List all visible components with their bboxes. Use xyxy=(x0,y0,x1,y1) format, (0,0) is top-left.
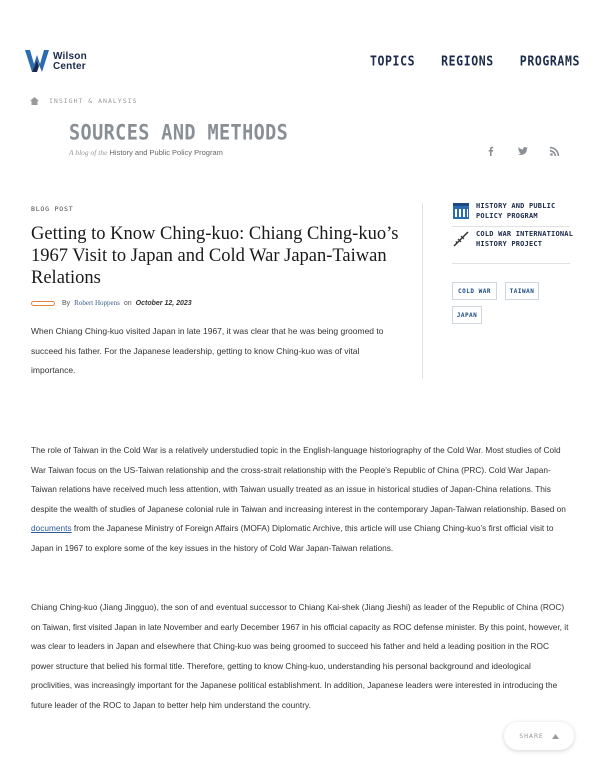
wilson-w-icon xyxy=(25,50,49,72)
body-paragraph-1-text-b: from the Japanese Ministry of Foreign Affairs (MOFA) Diplomatic Archive, this article will use Chiang Ching-kuo’s first official visit to Japan in 1967 to explore some of the key issues in the history of Cold War Japan-Taiwan relations. xyxy=(31,523,554,553)
nav-topics[interactable]: TOPICS xyxy=(369,52,416,70)
byline xyxy=(31,299,192,307)
sidebar-program-cwihp-label: COLD WAR INTERNATIONAL HISTORY PROJECT xyxy=(476,230,574,248)
logo-line-1: Wilson xyxy=(53,51,87,62)
sidebar-divider-2 xyxy=(452,263,570,264)
tag-cold-war[interactable]: COLD WAR xyxy=(452,282,497,300)
publish-date: October 12, 2023 xyxy=(135,299,192,307)
breadcrumb xyxy=(30,97,137,105)
social-links xyxy=(486,143,560,153)
blog-subtitle-program-link[interactable]: History and Public Policy Program xyxy=(109,148,223,157)
article-headline: Getting to Know Ching-kuo: Chiang Ching-kuo’s 1967 Visit to Japan and Cold War Japan-Taiwan Relations xyxy=(31,224,399,288)
logo-line-2: Center xyxy=(53,61,86,72)
body-paragraph-2: Chiang Ching-kuo (Jiang Jingguo), the son of and eventual successor to Chiang Kai-shek (Jiang Jieshi) as leader of the Republic of China (ROC) on Taiwan, first visited Japan in late November and early December 1967 in his official capacity as ROC defense minister. By this point, however, it was clear to leaders in Japan and elsewhere that Ching-kuo was being groomed to succeed his father and held a leading position in the ROC power structure that belied his formal title. Therefore, getting to know Ching-kuo, understanding his personal background and ideological proclivities, was increasingly important for the Japanese political establishment. In addition, Japanese leaders were interested in introducing the future leader of the ROC to Japan to better help him understand the country. xyxy=(31,602,569,710)
home-icon[interactable] xyxy=(30,97,39,105)
nav-regions[interactable]: REGIONS xyxy=(441,52,494,70)
rss-icon[interactable] xyxy=(550,143,560,153)
logo-text xyxy=(53,52,87,72)
sidebar-program-hppp-label: HISTORY AND PUBLIC POLICY PROGRAM xyxy=(476,202,556,220)
facebook-icon[interactable] xyxy=(486,143,496,153)
tag-list xyxy=(452,282,582,328)
body-paragraph-1-text-a: The role of Taiwan in the Cold War is a relatively understudied topic in the English-language historiography of the Cold War. Most studies of Cold War Taiwan focus on the US-Taiwan relationship and the cross-strait relationship with the People’s Republic of China (PRC). Cold War Japan-Taiwan relations have received much less attention, with Taiwan usually treated as an issue in historical studies of Japan-China relations. This despite the wealth of studies of Japanese colonial rule in Taiwan and increasing interest in the contemporary Japan-Taiwan relationship. Based on xyxy=(31,445,566,514)
tag-japan[interactable]: JAPAN xyxy=(452,306,482,324)
sidebar-program-cwihp[interactable] xyxy=(452,230,576,249)
barbed-wire-icon xyxy=(452,230,470,248)
blog-subtitle xyxy=(69,148,223,157)
post-type-label: BLOG POST xyxy=(31,205,74,213)
breadcrumb-insight-analysis[interactable]: INSIGHT & ANALYSIS xyxy=(49,97,138,105)
sidebar-program-hppp[interactable] xyxy=(452,202,576,221)
body-paragraph-1 xyxy=(31,441,571,558)
column-divider xyxy=(422,203,423,379)
building-icon xyxy=(452,202,470,220)
byline-by: By xyxy=(62,299,71,307)
blog-title[interactable]: SOURCES AND METHODS xyxy=(69,121,289,146)
blog-subtitle-lead: A blog of the xyxy=(69,148,108,157)
wilson-center-logo[interactable] xyxy=(25,50,105,74)
byline-decoration xyxy=(31,301,55,306)
byline-on: on xyxy=(123,299,132,307)
main-nav xyxy=(370,54,580,68)
tag-taiwan[interactable]: TAIWAN xyxy=(505,282,539,300)
chevron-up-icon xyxy=(552,734,559,739)
sidebar-divider-1 xyxy=(452,226,570,227)
twitter-icon[interactable] xyxy=(518,143,528,153)
article-summary: When Chiang Ching-kuo visited Japan in late 1967, it was clear that he was being groomed to succeed his father. For the Japanese leadership, getting to know Ching-kuo was of vital importance. xyxy=(31,326,384,375)
nav-programs[interactable]: PROGRAMS xyxy=(519,52,580,70)
author-link[interactable]: Robert Hoppens xyxy=(74,299,120,307)
documents-link[interactable]: documents xyxy=(31,523,72,533)
share-button[interactable] xyxy=(504,722,574,750)
share-label: SHARE xyxy=(519,732,544,740)
